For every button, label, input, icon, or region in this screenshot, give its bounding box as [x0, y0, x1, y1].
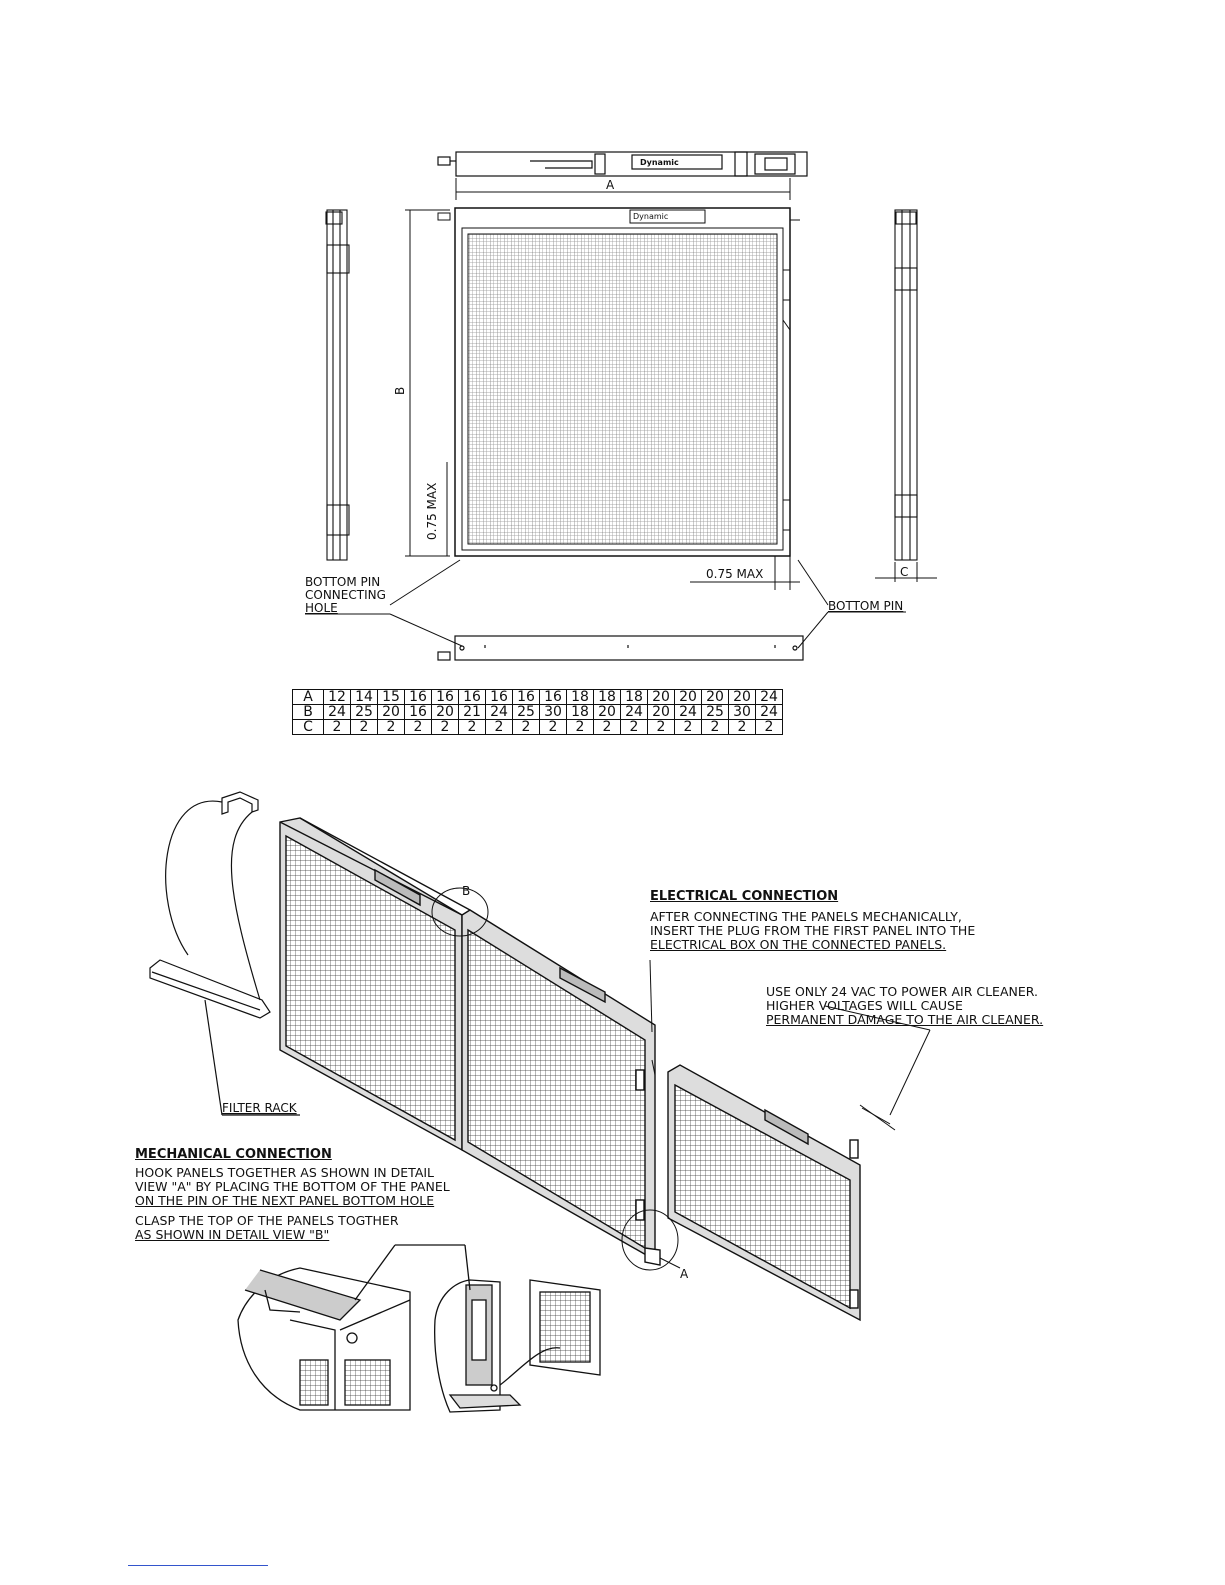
mechanical-connection-note	[135, 1148, 450, 1242]
mechanical-heading: MECHANICAL CONNECTION	[135, 1147, 332, 1162]
table-cell: 2	[729, 720, 756, 735]
detail-a-label: A	[680, 1267, 689, 1281]
table-cell: 25	[351, 705, 378, 720]
brand-label-front: Dynamic	[633, 212, 669, 221]
table-cell: 25	[513, 705, 540, 720]
voltage-warning-note	[766, 985, 1043, 1027]
detail-view-b	[238, 1268, 410, 1410]
table-cell: 18	[594, 690, 621, 705]
table-cell: 21	[459, 705, 486, 720]
table-cell: 18	[621, 690, 648, 705]
dim-c-label: C	[900, 565, 909, 579]
dim-b-label: B	[393, 386, 407, 395]
mechanical-line: ON THE PIN OF THE NEXT PANEL BOTTOM HOLE	[135, 1193, 435, 1208]
table-cell: 30	[540, 705, 567, 720]
bottom-pin-hole-label-2: CONNECTING	[305, 588, 386, 602]
table-cell: 12	[324, 690, 351, 705]
voltage-line: HIGHER VOLTAGES WILL CAUSE	[766, 998, 963, 1013]
table-cell: 2	[486, 720, 513, 735]
table-cell: 2	[594, 720, 621, 735]
mechanical-line: HOOK PANELS TOGETHER AS SHOWN IN DETAIL	[135, 1165, 435, 1180]
bottom-pin-hole-label-1: BOTTOM PIN	[305, 575, 381, 589]
table-row	[293, 705, 783, 720]
table-cell: 16	[405, 705, 432, 720]
electrical-connection-note	[650, 890, 975, 952]
table-cell: 2	[567, 720, 594, 735]
table-cell: 20	[378, 705, 405, 720]
mechanical-line: AS SHOWN IN DETAIL VIEW "B"	[135, 1227, 330, 1242]
table-cell: 2	[756, 720, 783, 735]
table-cell: 20	[702, 690, 729, 705]
table-row	[293, 720, 783, 735]
table-cell: 2	[459, 720, 486, 735]
electrical-line: ELECTRICAL BOX ON THE CONNECTED PANELS.	[650, 937, 947, 952]
bottom-max-label: 0.75 MAX	[425, 482, 439, 540]
table-cell: 16	[486, 690, 513, 705]
left-side-view	[326, 210, 349, 560]
table-cell: 20	[648, 705, 675, 720]
table-cell: 16	[459, 690, 486, 705]
table-cell: 2	[675, 720, 702, 735]
table-cell: 2	[648, 720, 675, 735]
table-cell: 16	[405, 690, 432, 705]
voltage-line: USE ONLY 24 VAC TO POWER AIR CLEANER.	[766, 984, 1038, 999]
footer-rule	[128, 1565, 268, 1566]
table-cell: 24	[756, 705, 783, 720]
bottom-pin-label: BOTTOM PIN	[828, 599, 904, 613]
panel-3	[668, 1065, 860, 1320]
panel-2	[462, 910, 660, 1265]
table-cell: 2	[405, 720, 432, 735]
table-cell: 2	[432, 720, 459, 735]
table-cell: 24	[324, 705, 351, 720]
table-cell: 25	[702, 705, 729, 720]
mechanical-line: CLASP THE TOP OF THE PANELS TOGTHER	[135, 1213, 399, 1228]
table-cell: 18	[567, 690, 594, 705]
table-cell: 30	[729, 705, 756, 720]
table-cell: 2	[324, 720, 351, 735]
table-cell: 2	[540, 720, 567, 735]
table-cell: 14	[351, 690, 378, 705]
front-view	[438, 208, 800, 556]
brand-label-top: Dynamic	[640, 158, 679, 167]
electrical-heading: ELECTRICAL CONNECTION	[650, 889, 839, 904]
table-cell: 2	[378, 720, 405, 735]
table-cell: 20	[594, 705, 621, 720]
dimensions-table	[292, 689, 783, 735]
dim-a-label: A	[606, 178, 615, 192]
filter-rack-label: FILTER RACK	[222, 1101, 297, 1115]
table-cell: 2	[513, 720, 540, 735]
table-cell: 20	[729, 690, 756, 705]
table-cell: 20	[432, 705, 459, 720]
electrical-line: INSERT THE PLUG FROM THE FIRST PANEL INTO THE	[650, 923, 976, 938]
table-cell: 16	[513, 690, 540, 705]
table-cell: 20	[648, 690, 675, 705]
bottom-pin-hole-label-3: HOLE	[305, 601, 338, 615]
bottom-edge-view	[438, 636, 803, 660]
table-cell: 2	[351, 720, 378, 735]
detail-b-label: B	[462, 884, 471, 898]
filter-rack	[150, 792, 300, 1115]
side-max-label: 0.75 MAX	[706, 567, 764, 581]
right-side-view	[895, 210, 917, 560]
mechanical-line: VIEW "A" BY PLACING THE BOTTOM OF THE PANEL	[135, 1179, 450, 1194]
row-header: C	[293, 720, 324, 735]
electrical-line: AFTER CONNECTING THE PANELS MECHANICALLY,	[650, 909, 962, 924]
table-cell: 2	[702, 720, 729, 735]
table-cell: 16	[540, 690, 567, 705]
row-header: B	[293, 705, 324, 720]
table-cell: 24	[675, 705, 702, 720]
voltage-line: PERMANENT DAMAGE TO THE AIR CLEANER.	[766, 1012, 1044, 1027]
table-row	[293, 690, 783, 705]
table-cell: 18	[567, 705, 594, 720]
dim-a-line	[456, 178, 790, 200]
row-header: A	[293, 690, 324, 705]
table-cell: 16	[432, 690, 459, 705]
table-cell: 24	[756, 690, 783, 705]
table-cell: 20	[675, 690, 702, 705]
table-cell: 2	[621, 720, 648, 735]
table-cell: 24	[621, 705, 648, 720]
table-cell: 15	[378, 690, 405, 705]
table-cell: 24	[486, 705, 513, 720]
panel-1	[280, 818, 470, 1150]
top-edge-view	[438, 152, 807, 176]
